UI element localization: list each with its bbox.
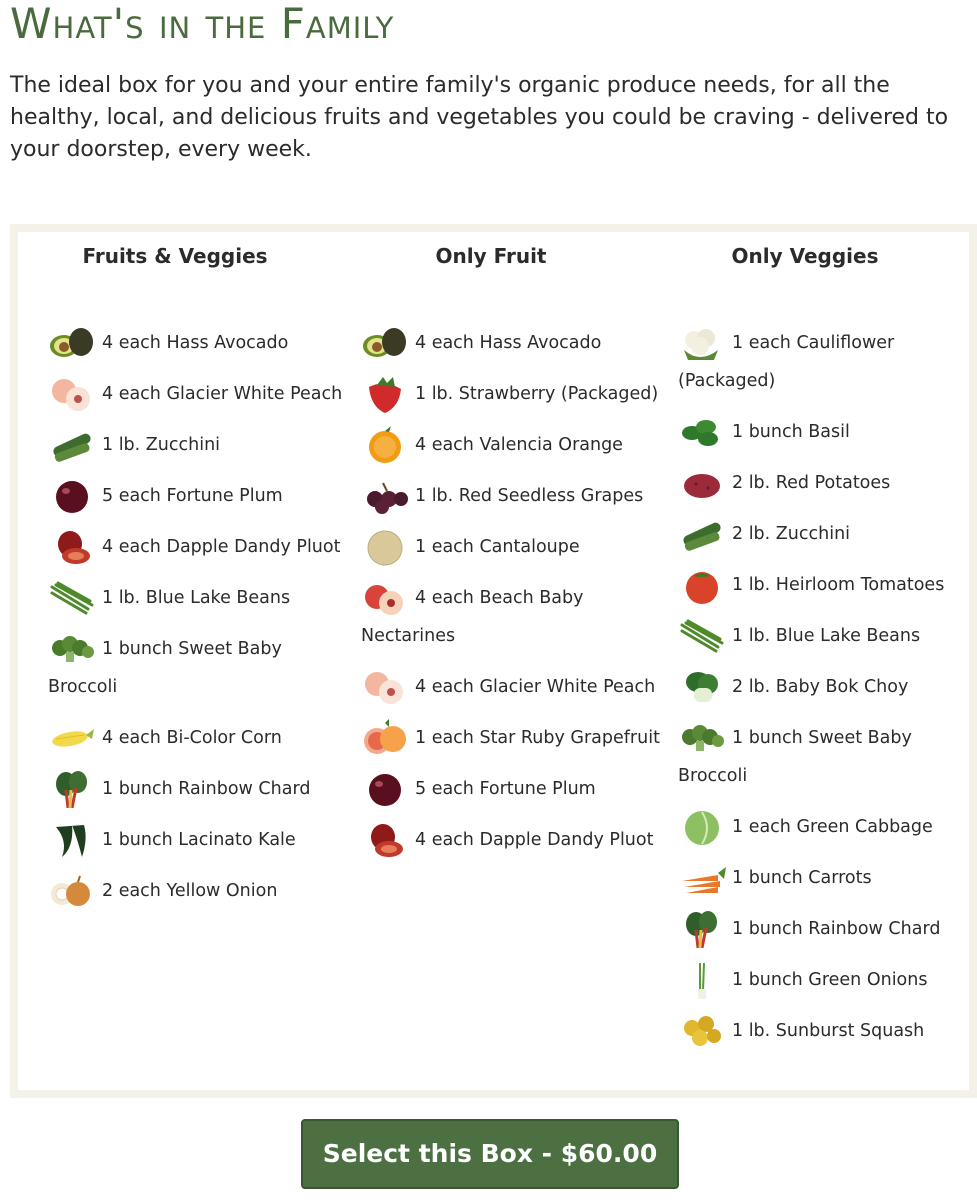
- produce-item: [678, 1012, 953, 1050]
- item-list: [678, 324, 953, 1063]
- produce-item: [678, 808, 953, 846]
- produce-item-label: 1 bunch Sweet Baby Broccoli: [48, 639, 282, 697]
- broccoli-icon: [678, 719, 726, 757]
- produce-item-label: 1 lb. Zucchini: [102, 435, 221, 455]
- produce-item-label: 4 each Dapple Dandy Pluot: [102, 537, 341, 557]
- produce-item-label: 4 each Valencia Orange: [415, 435, 623, 455]
- produce-item-label: 5 each Fortune Plum: [102, 486, 283, 506]
- produce-item-label: 1 each Green Cabbage: [732, 817, 933, 837]
- box-contents-panel: [10, 224, 977, 1098]
- produce-item-label: 4 each Hass Avocado: [102, 333, 289, 353]
- produce-item: [678, 566, 953, 604]
- produce-item: [48, 770, 348, 808]
- produce-item: [361, 668, 661, 706]
- zucchini-icon: [678, 515, 726, 553]
- produce-item: [48, 477, 348, 515]
- column-heading: Only Veggies: [731, 244, 879, 268]
- produce-item-label: 1 bunch Carrots: [732, 868, 872, 888]
- produce-item-label: 2 lb. Zucchini: [732, 524, 851, 544]
- grapes-icon: [361, 477, 409, 515]
- zucchini-icon: [48, 426, 96, 464]
- produce-item: [48, 375, 348, 413]
- produce-item-label: 1 bunch Rainbow Chard: [732, 919, 941, 939]
- produce-item-label: 4 each Glacier White Peach: [102, 384, 343, 404]
- produce-item-label: 5 each Fortune Plum: [415, 779, 596, 799]
- produce-item: [678, 324, 953, 400]
- strawberry-icon: [361, 375, 409, 413]
- red-potato-icon: [678, 464, 726, 502]
- peach-icon: [48, 375, 96, 413]
- produce-item: [361, 821, 661, 859]
- carrot-icon: [678, 859, 726, 897]
- produce-item-label: 4 each Dapple Dandy Pluot: [415, 830, 654, 850]
- onion-icon: [48, 872, 96, 910]
- produce-item: [678, 859, 953, 897]
- column-heading: Fruits & Veggies: [82, 244, 268, 268]
- produce-item: [48, 324, 348, 362]
- produce-item: [361, 528, 661, 566]
- grapefruit-icon: [361, 719, 409, 757]
- avocado-icon: [48, 324, 96, 362]
- pluot-icon: [361, 821, 409, 859]
- peach-icon: [361, 668, 409, 706]
- produce-item: [361, 579, 661, 655]
- plum-icon: [361, 770, 409, 808]
- produce-item-label: 1 bunch Green Onions: [732, 970, 928, 990]
- produce-item: [361, 375, 661, 413]
- produce-item: [361, 719, 661, 757]
- produce-item: [678, 668, 953, 706]
- page-title: What's in the Family: [10, 0, 395, 48]
- produce-item-label: 1 each Cauliflower (Packaged): [678, 333, 895, 391]
- produce-item-label: 1 lb. Blue Lake Beans: [102, 588, 291, 608]
- chard-icon: [678, 910, 726, 948]
- green-beans-icon: [678, 617, 726, 655]
- produce-item: [678, 719, 953, 795]
- select-box-button[interactable]: Select this Box - $60.00: [301, 1119, 679, 1189]
- produce-item: [48, 872, 348, 910]
- produce-item-label: 4 each Hass Avocado: [415, 333, 602, 353]
- tomato-icon: [678, 566, 726, 604]
- avocado-icon: [361, 324, 409, 362]
- produce-item-label: 1 lb. Red Seedless Grapes: [415, 486, 644, 506]
- produce-item: [678, 910, 953, 948]
- produce-item: [48, 719, 348, 757]
- produce-item-label: 1 bunch Rainbow Chard: [102, 779, 311, 799]
- produce-item: [48, 821, 348, 859]
- green-beans-icon: [48, 579, 96, 617]
- produce-item: [361, 477, 661, 515]
- produce-item: [361, 770, 661, 808]
- produce-item-label: 4 each Beach Baby Nectarines: [361, 588, 584, 646]
- basil-icon: [678, 413, 726, 451]
- produce-item-label: 1 bunch Basil: [732, 422, 850, 442]
- produce-item-label: 1 lb. Heirloom Tomatoes: [732, 575, 945, 595]
- produce-item: [361, 324, 661, 362]
- plum-icon: [48, 477, 96, 515]
- produce-item-label: 4 each Bi-Color Corn: [102, 728, 282, 748]
- green-onion-icon: [678, 961, 726, 999]
- orange-icon: [361, 426, 409, 464]
- cauliflower-icon: [678, 324, 726, 362]
- produce-item: [48, 579, 348, 617]
- produce-item: [678, 464, 953, 502]
- produce-item: [48, 426, 348, 464]
- corn-icon: [48, 719, 96, 757]
- broccoli-icon: [48, 630, 96, 668]
- produce-item-label: 1 lb. Blue Lake Beans: [732, 626, 921, 646]
- produce-item-label: 2 lb. Red Potatoes: [732, 473, 891, 493]
- item-list: [361, 324, 661, 872]
- squash-icon: [678, 1012, 726, 1050]
- produce-item-label: 1 each Cantaloupe: [415, 537, 580, 557]
- produce-item-label: 1 lb. Strawberry (Packaged): [415, 384, 659, 404]
- pluot-icon: [48, 528, 96, 566]
- nectarine-icon: [361, 579, 409, 617]
- kale-icon: [48, 821, 96, 859]
- produce-item: [678, 617, 953, 655]
- bok-choy-icon: [678, 668, 726, 706]
- column-heading: Only Fruit: [435, 244, 547, 268]
- produce-item-label: 4 each Glacier White Peach: [415, 677, 656, 697]
- produce-item: [678, 413, 953, 451]
- produce-item-label: 1 bunch Sweet Baby Broccoli: [678, 728, 912, 786]
- produce-item: [678, 515, 953, 553]
- item-list: [48, 324, 348, 923]
- produce-item-label: 1 bunch Lacinato Kale: [102, 830, 296, 850]
- produce-item-label: 2 each Yellow Onion: [102, 881, 278, 901]
- produce-item: [361, 426, 661, 464]
- produce-item: [48, 528, 348, 566]
- produce-item: [48, 630, 348, 706]
- cabbage-icon: [678, 808, 726, 846]
- produce-item: [678, 961, 953, 999]
- produce-item-label: 2 lb. Baby Bok Choy: [732, 677, 909, 697]
- chard-icon: [48, 770, 96, 808]
- produce-item-label: 1 lb. Sunburst Squash: [732, 1021, 925, 1041]
- cantaloupe-icon: [361, 528, 409, 566]
- box-description: The ideal box for you and your entire family's organic produce needs, for all the healthy, local, and delicious fruits and vegetables you could be craving - delivered to your doorstep, every week.: [10, 73, 949, 162]
- produce-item-label: 1 each Star Ruby Grapefruit: [415, 728, 660, 748]
